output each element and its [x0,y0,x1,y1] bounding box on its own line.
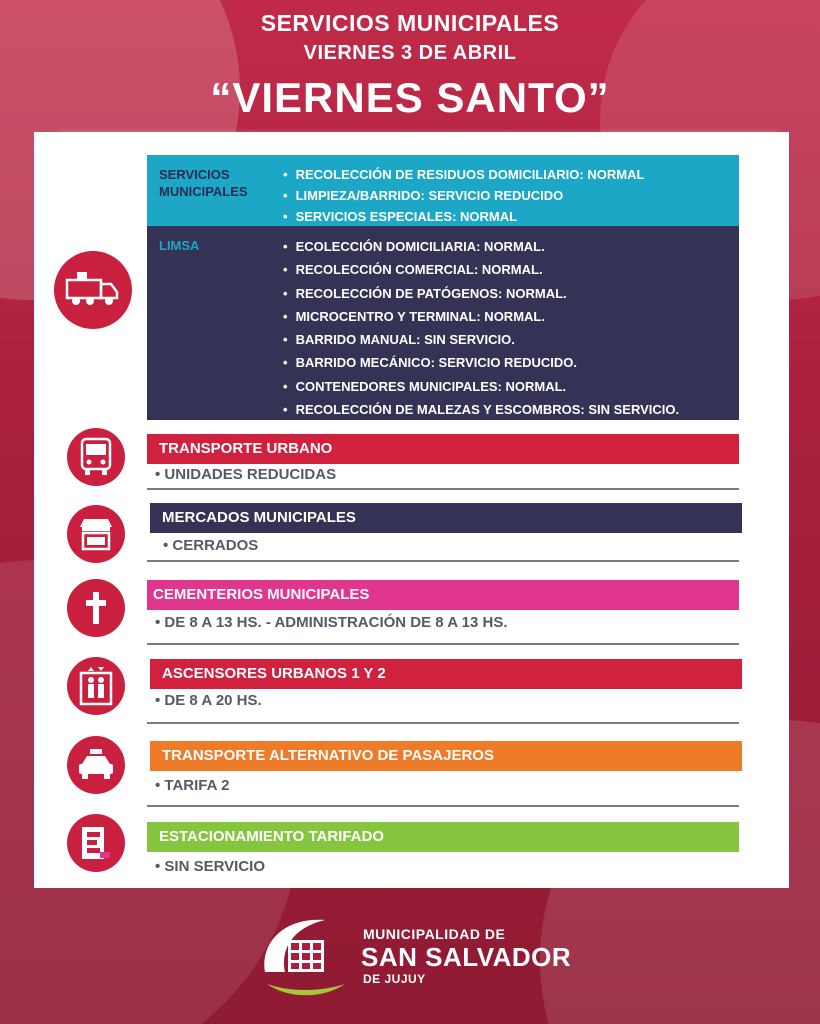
list-item: • BARRIDO MANUAL: SIN SERVICIO. [283,328,679,351]
limsa-list [283,235,679,421]
garbage-truck-icon [54,251,132,329]
parking-e-icon [67,814,125,872]
section-bar-ascensores: ASCENSORES URBANOS 1 Y 2 [150,659,742,689]
municipality-logo [255,912,585,1002]
cross-icon [67,579,125,637]
list-item: • ECOLECCIÓN DOMICILIARIA: NORMAL. [283,235,679,258]
servicios-label: SERVICIOS MUNICIPALES [159,167,248,199]
list-item: • MICROCENTRO Y TERMINAL: NORMAL. [283,305,679,328]
section-detail-transporte-urbano: • UNIDADES REDUCIDAS [155,466,337,483]
section-bar-transporte-alternativo: TRANSPORTE ALTERNATIVO DE PASAJEROS [150,741,742,771]
servicios-municipales-block [147,155,739,226]
divider [147,560,739,562]
list-item: • SERVICIOS ESPECIALES: NORMAL [283,206,644,227]
section-detail-transporte-alternativo: • TARIFA 2 [155,777,230,794]
limsa-label: LIMSA [159,238,200,253]
limsa-block [147,226,739,420]
divider [147,488,739,490]
section-detail-mercados: • CERRADOS [163,537,259,554]
logo-line1: MUNICIPALIDAD DE [363,926,506,942]
elevator-icon [67,657,125,715]
divider [147,805,739,807]
header-holiday: “VIERNES SANTO” [210,74,610,121]
list-item: • RECOLECCIÓN COMERCIAL: NORMAL. [283,258,679,281]
logo-line3: DE JUJUY [363,972,426,986]
bus-icon [67,428,125,486]
section-detail-ascensores: • DE 8 A 20 HS. [155,692,262,709]
header-date: VIERNES 3 DE ABRIL [303,42,517,64]
section-bar-cementerios: CEMENTERIOS MUNICIPALES [147,580,739,610]
list-item: • RECOLECCIÓN DE RESIDUOS DOMICILIARIO: NORMAL [283,164,644,185]
market-icon [67,505,125,563]
list-item: • CONTENEDORES MUNICIPALES: NORMAL. [283,375,679,398]
list-item: • BARRIDO MECÁNICO: SERVICIO REDUCIDO. [283,351,679,374]
taxi-icon [67,736,125,794]
list-item: • RECOLECCIÓN DE PATÓGENOS: NORMAL. [283,282,679,305]
section-detail-cementerios: • DE 8 A 13 HS. - ADMINISTRACIÓN DE 8 A 13 HS. [155,614,508,631]
list-item: • LIMPIEZA/BARRIDO: SERVICIO REDUCIDO [283,185,644,206]
list-item: • RECOLECCIÓN DE MALEZAS Y ESCOMBROS: SIN SERVICIO. [283,398,679,421]
section-detail-estacionamiento: • SIN SERVICIO [155,858,266,875]
section-bar-estacionamiento: ESTACIONAMIENTO TARIFADO [147,822,739,852]
section-bar-mercados: MERCADOS MUNICIPALES [150,503,742,533]
divider [147,722,739,724]
logo-emblem-icon [255,912,355,1002]
logo-line2: SAN SALVADOR [361,942,572,972]
section-bar-transporte-urbano: TRANSPORTE URBANO [147,434,739,464]
header-title: SERVICIOS MUNICIPALES [260,10,560,36]
servicios-list [283,164,644,227]
divider [147,643,739,645]
